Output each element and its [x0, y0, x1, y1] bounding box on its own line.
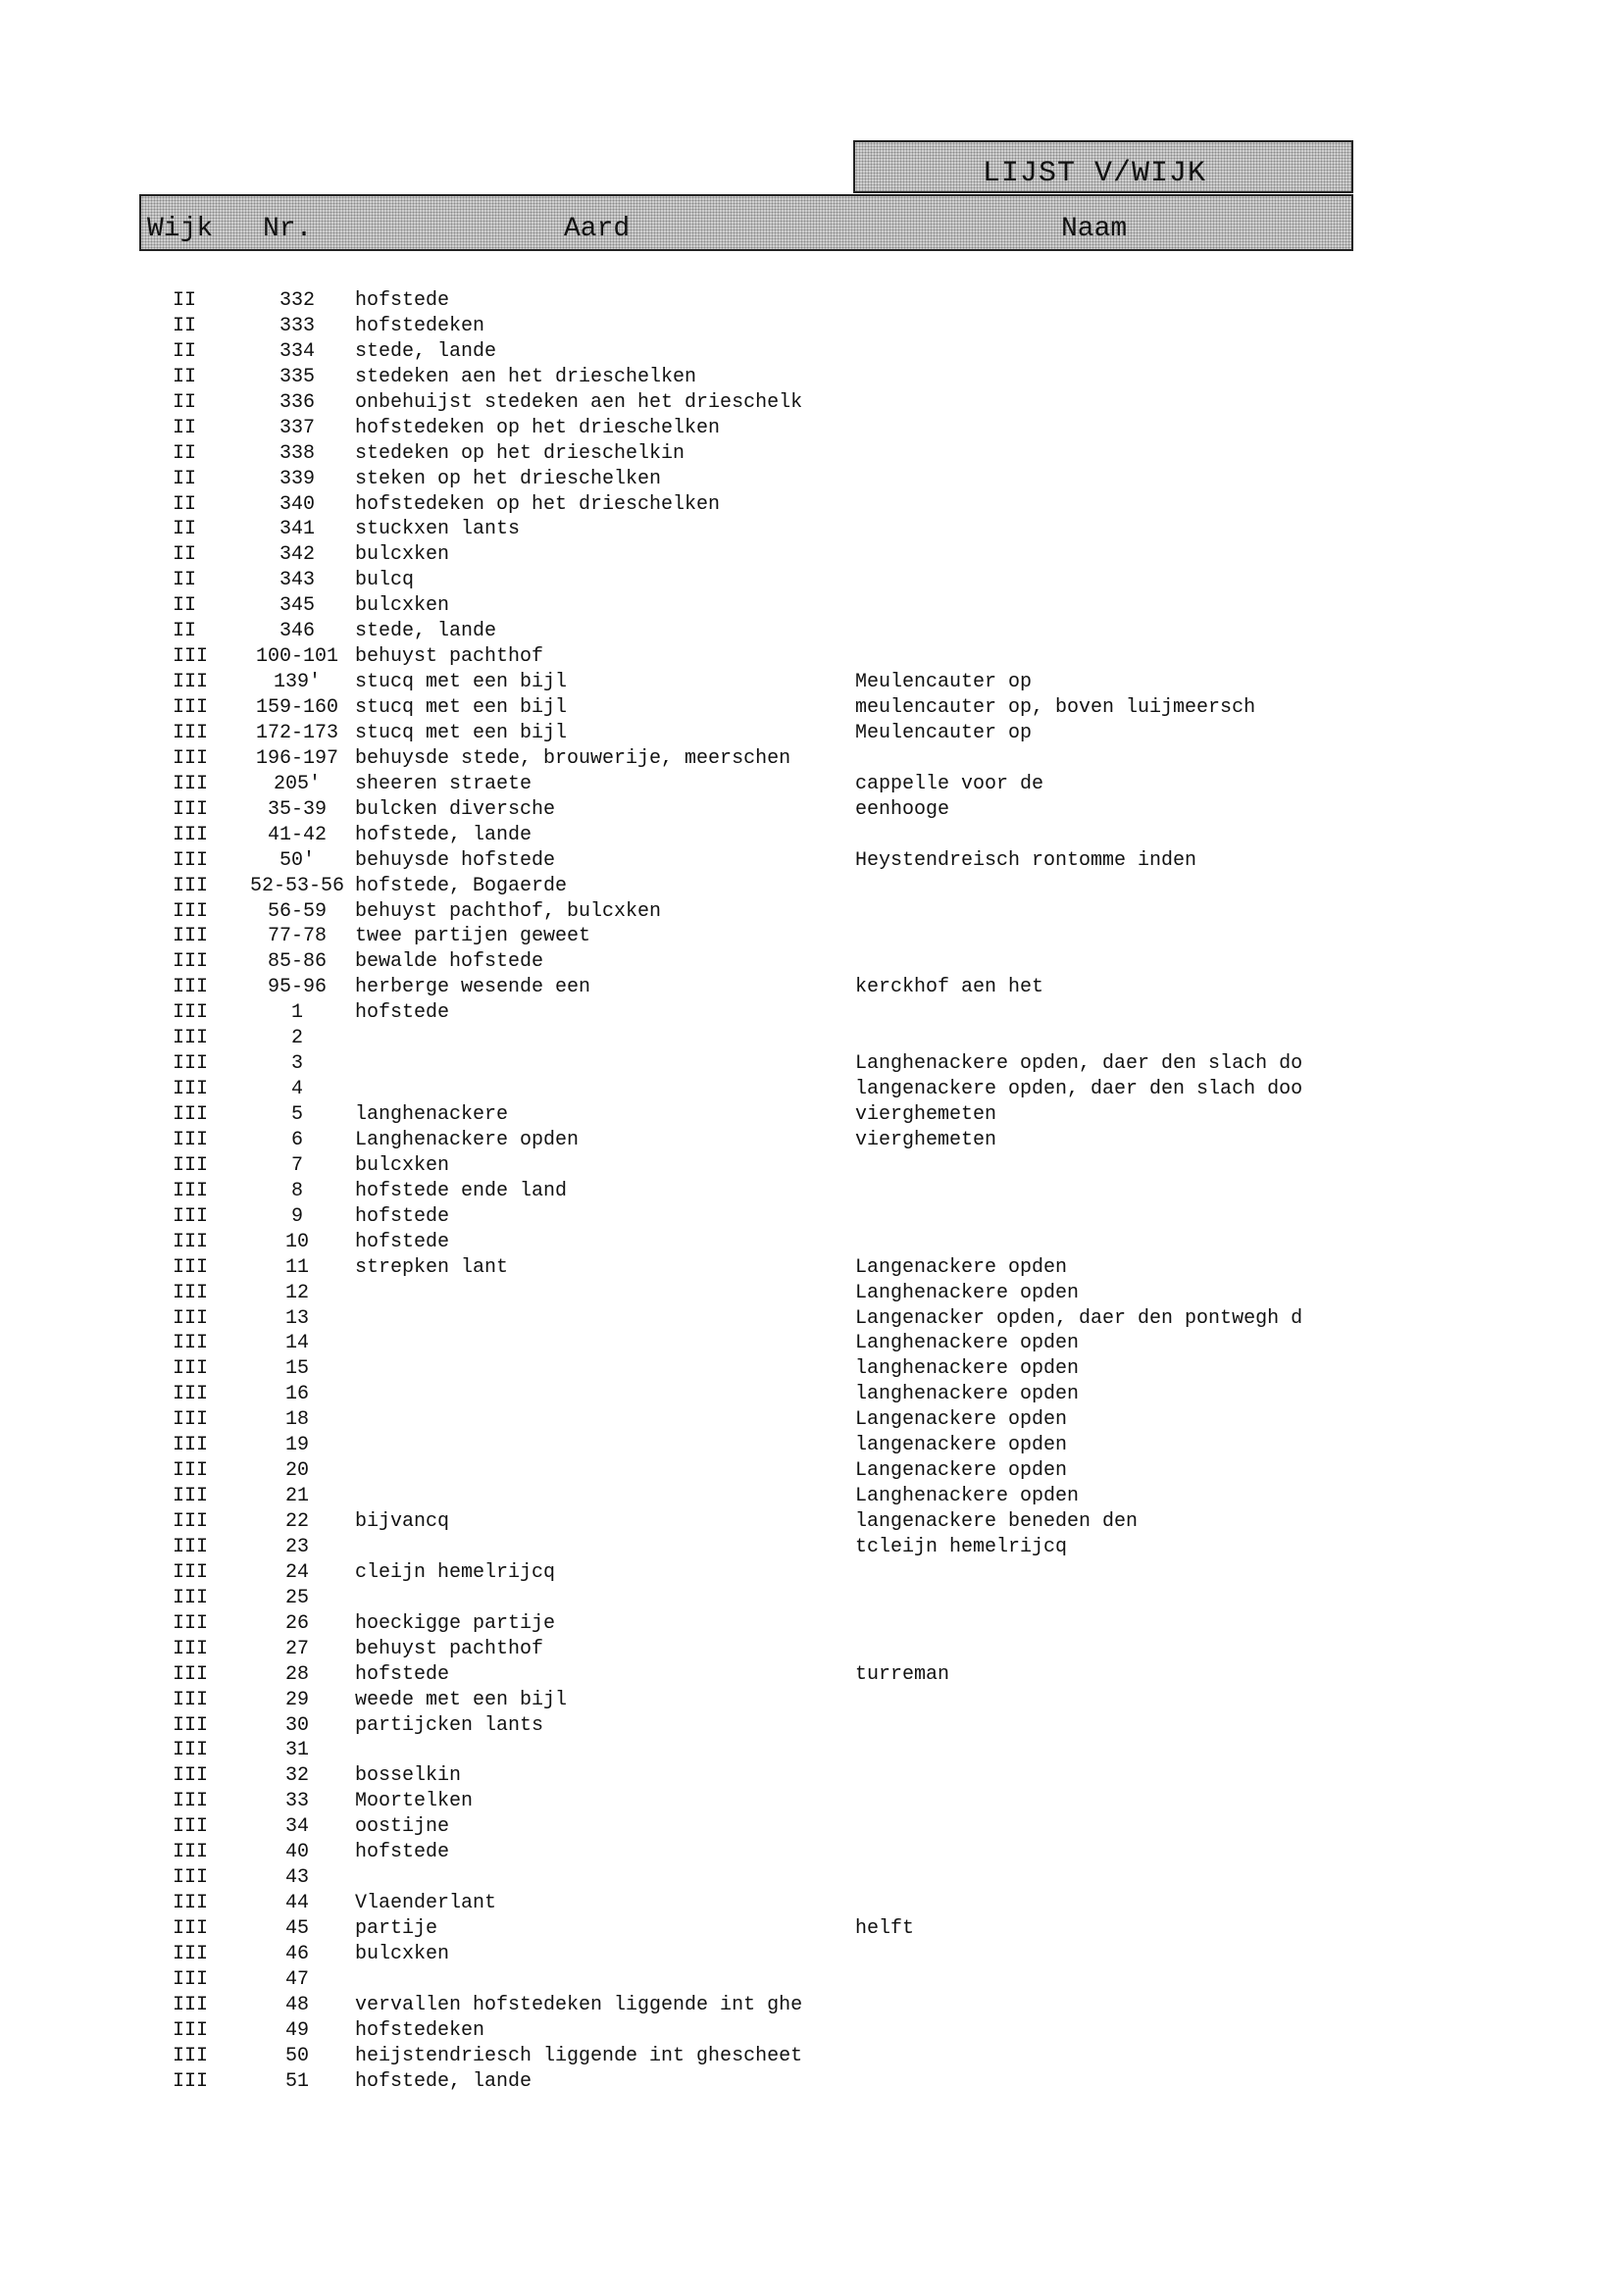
list-item	[0, 1662, 1624, 1688]
list-item	[0, 1331, 1624, 1356]
cell-nr: 7	[290, 1153, 303, 1177]
list-item	[0, 1458, 1624, 1484]
cell-aard: bulcxken	[355, 1942, 450, 1965]
cell-naam: kerckhof aen het	[855, 976, 1044, 999]
list-item	[0, 492, 1624, 518]
list-item	[0, 1000, 1624, 1026]
cell-nr: 339	[279, 467, 315, 490]
list-item	[0, 593, 1624, 619]
cell-nr: 21	[284, 1485, 309, 1508]
cell-wijk: II	[173, 543, 197, 567]
cell-naam: turreman	[855, 1662, 950, 1686]
cell-wijk: III	[173, 1993, 209, 2016]
cell-wijk: III	[173, 746, 209, 770]
list-item	[0, 1840, 1624, 1865]
cell-naam: langhenackere opden	[855, 1383, 1080, 1406]
cell-aard: hofstede, Bogaerde	[355, 874, 568, 897]
cell-aard: hofstedeken op het drieschelken	[355, 492, 721, 516]
cell-aard: langhenackere	[355, 1103, 509, 1126]
cell-nr: 333	[279, 314, 315, 337]
cell-wijk: III	[173, 1611, 209, 1635]
cell-wijk: III	[173, 899, 209, 923]
cell-naam: helft	[855, 1917, 915, 1940]
cell-wijk: III	[173, 1128, 209, 1151]
cell-aard: oostijne	[355, 1815, 450, 1839]
cell-wijk: II	[173, 339, 197, 363]
cell-nr: 4	[290, 1078, 303, 1101]
cell-nr: 14	[284, 1332, 309, 1355]
cell-nr: 35-39	[267, 797, 327, 821]
cell-nr: 1	[290, 1001, 303, 1025]
cell-aard: hofstede	[355, 1001, 450, 1025]
cell-aard: stedeken op het drieschelkin	[355, 441, 685, 465]
cell-nr: 28	[284, 1662, 309, 1686]
cell-nr: 332	[279, 289, 315, 312]
list-item	[0, 441, 1624, 467]
list-item	[0, 1586, 1624, 1611]
cell-naam: Langenackere opden	[855, 1459, 1068, 1483]
cell-wijk: III	[173, 874, 209, 897]
list-item	[0, 2069, 1624, 2095]
cell-naam: Langenackere opden	[855, 1408, 1068, 1432]
cell-wijk: III	[173, 1841, 209, 1864]
cell-nr: 27	[284, 1637, 309, 1660]
cell-nr: 26	[284, 1611, 309, 1635]
cell-aard: hofstedeken	[355, 2018, 485, 2042]
cell-wijk: II	[173, 289, 197, 312]
cell-aard: Moortelken	[355, 1790, 474, 1813]
cell-aard: stucq met een bijl	[355, 671, 568, 694]
list-item	[0, 1916, 1624, 1942]
cell-nr: 50'	[279, 848, 315, 872]
cell-nr: 18	[284, 1408, 309, 1432]
cell-nr: 9	[290, 1204, 303, 1228]
cell-wijk: III	[173, 645, 209, 669]
list-item	[0, 1942, 1624, 1967]
cell-nr: 335	[279, 365, 315, 388]
header-aard: Aard	[564, 214, 631, 244]
cell-wijk: III	[173, 1688, 209, 1711]
list-item	[0, 1535, 1624, 1560]
cell-aard: bewalde hofstede	[355, 950, 544, 974]
cell-wijk: III	[173, 1535, 209, 1558]
cell-wijk: III	[173, 1052, 209, 1076]
list-item	[0, 644, 1624, 670]
cell-nr: 19	[284, 1434, 309, 1457]
list-item	[0, 1306, 1624, 1332]
list-item	[0, 1560, 1624, 1586]
cell-wijk: III	[173, 1306, 209, 1330]
list-item	[0, 2044, 1624, 2069]
cell-nr: 15	[284, 1357, 309, 1381]
cell-wijk: II	[173, 492, 197, 516]
cell-aard: stucq met een bijl	[355, 696, 568, 719]
cell-wijk: III	[173, 1942, 209, 1965]
cell-wijk: III	[173, 1027, 209, 1050]
cell-naam: langenackere opden, daer den slach doo	[855, 1078, 1303, 1101]
cell-aard: cleijn hemelrijcq	[355, 1560, 556, 1584]
cell-nr: 45	[284, 1917, 309, 1940]
list-item	[0, 670, 1624, 695]
cell-nr: 52-53-56	[249, 874, 344, 897]
cell-aard: stede, lande	[355, 620, 497, 643]
cell-nr: 12	[284, 1281, 309, 1304]
cell-wijk: III	[173, 671, 209, 694]
cell-naam: Langenacker opden, daer den pontwegh d	[855, 1306, 1303, 1330]
list-item	[0, 390, 1624, 416]
cell-wijk: III	[173, 950, 209, 974]
cell-nr: 31	[284, 1739, 309, 1762]
cell-aard: herberge wesende een	[355, 976, 591, 999]
cell-aard: behuyst pachthof	[355, 1637, 544, 1660]
cell-nr: 11	[284, 1255, 309, 1279]
list-item	[0, 1255, 1624, 1281]
cell-naam: Meulencauter op	[855, 721, 1033, 744]
list-item	[0, 1102, 1624, 1128]
cell-wijk: III	[173, 696, 209, 719]
cell-wijk: III	[173, 1001, 209, 1025]
cell-nr: 24	[284, 1560, 309, 1584]
cell-nr: 172-173	[255, 721, 338, 744]
cell-aard: hofstede	[355, 1230, 450, 1253]
cell-aard: hofstede, lande	[355, 2069, 533, 2093]
cell-wijk: III	[173, 1078, 209, 1101]
cell-nr: 44	[284, 1892, 309, 1915]
cell-nr: 100-101	[255, 645, 338, 669]
cell-aard: hoeckigge partije	[355, 1611, 556, 1635]
cell-wijk: II	[173, 416, 197, 439]
cell-wijk: III	[173, 1332, 209, 1355]
cell-aard: bulcken diversche	[355, 797, 556, 821]
cell-wijk: III	[173, 823, 209, 846]
cell-wijk: III	[173, 1281, 209, 1304]
list-item	[0, 1814, 1624, 1840]
cell-aard: stucq met een bijl	[355, 721, 568, 744]
cell-nr: 43	[284, 1866, 309, 1890]
list-item	[0, 1077, 1624, 1102]
cell-nr: 29	[284, 1688, 309, 1711]
page-title: LIJST V/WIJK	[983, 157, 1207, 190]
cell-wijk: III	[173, 1103, 209, 1126]
cell-wijk: III	[173, 976, 209, 999]
list-item	[0, 1179, 1624, 1204]
list-item	[0, 416, 1624, 441]
cell-wijk: III	[173, 1485, 209, 1508]
list-item	[0, 1026, 1624, 1051]
list-item	[0, 899, 1624, 925]
cell-nr: 346	[279, 620, 315, 643]
cell-aard: steken op het drieschelken	[355, 467, 662, 490]
cell-nr: 338	[279, 441, 315, 465]
list-item	[0, 772, 1624, 797]
list-item	[0, 1356, 1624, 1382]
cell-naam: tcleijn hemelrijcq	[855, 1535, 1068, 1558]
cell-wijk: III	[173, 1230, 209, 1253]
cell-aard: hofstedeken	[355, 314, 485, 337]
list-item	[0, 1281, 1624, 1306]
cell-aard: strepken lant	[355, 1255, 509, 1279]
cell-nr: 85-86	[267, 950, 327, 974]
list-item	[0, 797, 1624, 823]
list-item	[0, 1128, 1624, 1153]
cell-naam: cappelle voor de	[855, 772, 1044, 795]
cell-wijk: II	[173, 365, 197, 388]
cell-aard: behuyst pachthof	[355, 645, 544, 669]
cell-nr: 13	[284, 1306, 309, 1330]
cell-nr: 341	[279, 518, 315, 541]
cell-aard: bulcxken	[355, 1153, 450, 1177]
cell-nr: 22	[284, 1510, 309, 1533]
cell-wijk: III	[173, 2044, 209, 2067]
cell-nr: 3	[290, 1052, 303, 1076]
cell-aard: behuyst pachthof, bulcxken	[355, 899, 662, 923]
cell-nr: 196-197	[255, 746, 338, 770]
cell-naam: Heystendreisch rontomme inden	[855, 848, 1197, 872]
cell-aard: heijstendriesch liggende int ghescheet	[355, 2044, 803, 2067]
cell-aard: bulcxken	[355, 543, 450, 567]
cell-nr: 334	[279, 339, 315, 363]
list-item	[0, 1433, 1624, 1458]
list-item	[0, 2018, 1624, 2044]
cell-aard: hofstede	[355, 289, 450, 312]
cell-nr: 139'	[273, 671, 321, 694]
cell-naam: vierghemeten	[855, 1128, 997, 1151]
list-item	[0, 1789, 1624, 1814]
list-item	[0, 1611, 1624, 1637]
list-item	[0, 848, 1624, 874]
cell-nr: 49	[284, 2018, 309, 2042]
cell-wijk: III	[173, 2018, 209, 2042]
list-item	[0, 1713, 1624, 1739]
cell-wijk: III	[173, 2069, 209, 2093]
cell-wijk: III	[173, 1204, 209, 1228]
cell-nr: 6	[290, 1128, 303, 1151]
cell-nr: 50	[284, 2044, 309, 2067]
cell-aard: behuysde stede, brouwerije, meerschen	[355, 746, 791, 770]
list-item	[0, 1688, 1624, 1713]
cell-aard: bulcq	[355, 569, 415, 592]
cell-nr: 46	[284, 1942, 309, 1965]
cell-nr: 34	[284, 1815, 309, 1839]
cell-aard: hofstede	[355, 1841, 450, 1864]
list-item	[0, 1763, 1624, 1789]
cell-naam: eenhooge	[855, 797, 950, 821]
list-item	[0, 823, 1624, 848]
list-item	[0, 949, 1624, 975]
cell-wijk: III	[173, 1790, 209, 1813]
cell-wijk: III	[173, 1255, 209, 1279]
cell-aard: bosselkin	[355, 1764, 462, 1788]
cell-naam: Langhenackere opden	[855, 1281, 1080, 1304]
list-item	[0, 1637, 1624, 1662]
cell-nr: 56-59	[267, 899, 327, 923]
cell-wijk: II	[173, 314, 197, 337]
cell-nr: 336	[279, 390, 315, 414]
cell-wijk: III	[173, 925, 209, 948]
cell-aard: bulcxken	[355, 594, 450, 618]
list-item	[0, 517, 1624, 542]
cell-nr: 2	[290, 1027, 303, 1050]
list-item	[0, 365, 1624, 390]
cell-nr: 340	[279, 492, 315, 516]
cell-wijk: III	[173, 1179, 209, 1202]
cell-naam: langhenackere opden	[855, 1357, 1080, 1381]
cell-wijk: III	[173, 1153, 209, 1177]
cell-wijk: III	[173, 1357, 209, 1381]
cell-nr: 95-96	[267, 976, 327, 999]
cell-wijk: III	[173, 1713, 209, 1737]
cell-wijk: III	[173, 797, 209, 821]
cell-naam: Langhenackere opden, daer den slach do	[855, 1052, 1303, 1076]
list-item	[0, 568, 1624, 593]
cell-wijk: II	[173, 390, 197, 414]
cell-wijk: III	[173, 1917, 209, 1940]
cell-nr: 77-78	[267, 925, 327, 948]
cell-aard: vervallen hofstedeken liggende int ghe	[355, 1993, 803, 2016]
list-item	[0, 746, 1624, 772]
cell-naam: vierghemeten	[855, 1103, 997, 1126]
cell-aard: Vlaenderlant	[355, 1892, 497, 1915]
cell-nr: 20	[284, 1459, 309, 1483]
list-item	[0, 924, 1624, 949]
cell-wijk: II	[173, 620, 197, 643]
cell-wijk: II	[173, 467, 197, 490]
cell-aard: onbehuijst stedeken aen het drieschelk	[355, 390, 803, 414]
cell-nr: 8	[290, 1179, 303, 1202]
cell-naam: langenackere opden	[855, 1434, 1068, 1457]
list-item	[0, 339, 1624, 365]
cell-aard: weede met een bijl	[355, 1688, 568, 1711]
list-item	[0, 1051, 1624, 1077]
cell-wijk: II	[173, 594, 197, 618]
cell-nr: 32	[284, 1764, 309, 1788]
list-item	[0, 619, 1624, 644]
list-item	[0, 1230, 1624, 1255]
list-item	[0, 1967, 1624, 1993]
cell-wijk: III	[173, 1586, 209, 1609]
cell-wijk: II	[173, 441, 197, 465]
cell-nr: 342	[279, 543, 315, 567]
record-list	[0, 288, 1624, 2095]
cell-wijk: II	[173, 518, 197, 541]
cell-nr: 345	[279, 594, 315, 618]
list-item	[0, 542, 1624, 568]
cell-nr: 33	[284, 1790, 309, 1813]
cell-wijk: III	[173, 1815, 209, 1839]
cell-nr: 48	[284, 1993, 309, 2016]
cell-wijk: III	[173, 1383, 209, 1406]
cell-nr: 23	[284, 1535, 309, 1558]
cell-aard: Langhenackere opden	[355, 1128, 580, 1151]
cell-nr: 159-160	[255, 696, 338, 719]
cell-wijk: III	[173, 1637, 209, 1660]
header-naam: Naam	[1061, 214, 1128, 244]
list-item	[0, 1891, 1624, 1916]
cell-wijk: III	[173, 721, 209, 744]
cell-naam: meulencauter op, boven luijmeersch	[855, 696, 1256, 719]
cell-aard: behuysde hofstede	[355, 848, 556, 872]
cell-nr: 16	[284, 1383, 309, 1406]
column-header-bar	[139, 194, 1353, 251]
list-item	[0, 288, 1624, 314]
cell-nr: 205'	[273, 772, 321, 795]
cell-aard: sheeren straete	[355, 772, 533, 795]
cell-wijk: III	[173, 1408, 209, 1432]
list-item	[0, 1738, 1624, 1763]
cell-nr: 5	[290, 1103, 303, 1126]
cell-aard: bijvancq	[355, 1510, 450, 1533]
cell-nr: 51	[284, 2069, 309, 2093]
list-item	[0, 975, 1624, 1000]
cell-aard: hofstede	[355, 1662, 450, 1686]
list-item	[0, 874, 1624, 899]
cell-aard: stedeken aen het drieschelken	[355, 365, 697, 388]
cell-naam: Langhenackere opden	[855, 1332, 1080, 1355]
cell-wijk: III	[173, 1739, 209, 1762]
list-item	[0, 1204, 1624, 1230]
cell-naam: Langhenackere opden	[855, 1485, 1080, 1508]
cell-aard: partijcken lants	[355, 1713, 544, 1737]
cell-aard: hofstede	[355, 1204, 450, 1228]
cell-wijk: III	[173, 1967, 209, 1991]
cell-wijk: III	[173, 1866, 209, 1890]
list-item	[0, 1484, 1624, 1509]
cell-wijk: III	[173, 848, 209, 872]
cell-wijk: III	[173, 1510, 209, 1533]
cell-wijk: III	[173, 1560, 209, 1584]
list-item	[0, 695, 1624, 721]
list-item	[0, 721, 1624, 746]
cell-wijk: III	[173, 772, 209, 795]
list-item	[0, 1865, 1624, 1891]
header-wijk: Wijk	[147, 214, 214, 244]
cell-wijk: III	[173, 1662, 209, 1686]
cell-naam: langenackere beneden den	[855, 1510, 1139, 1533]
cell-aard: twee partijen geweet	[355, 925, 591, 948]
cell-naam: Meulencauter op	[855, 671, 1033, 694]
cell-nr: 40	[284, 1841, 309, 1864]
cell-nr: 47	[284, 1967, 309, 1991]
cell-wijk: II	[173, 569, 197, 592]
list-item	[0, 467, 1624, 492]
list-item	[0, 1509, 1624, 1535]
cell-aard: hofstedeken op het drieschelken	[355, 416, 721, 439]
cell-nr: 25	[284, 1586, 309, 1609]
header-nr: Nr.	[263, 214, 313, 244]
cell-wijk: III	[173, 1892, 209, 1915]
cell-nr: 10	[284, 1230, 309, 1253]
cell-nr: 30	[284, 1713, 309, 1737]
cell-naam: Langenackere opden	[855, 1255, 1068, 1279]
cell-aard: partije	[355, 1917, 438, 1940]
list-item	[0, 1407, 1624, 1433]
cell-wijk: III	[173, 1459, 209, 1483]
cell-wijk: III	[173, 1764, 209, 1788]
cell-aard: hofstede ende land	[355, 1179, 568, 1202]
cell-aard: hofstede, lande	[355, 823, 533, 846]
list-item	[0, 314, 1624, 339]
cell-aard: stede, lande	[355, 339, 497, 363]
list-item	[0, 1382, 1624, 1407]
cell-wijk: III	[173, 1434, 209, 1457]
cell-aard: stuckxen lants	[355, 518, 521, 541]
cell-nr: 337	[279, 416, 315, 439]
cell-nr: 41-42	[267, 823, 327, 846]
list-item	[0, 1153, 1624, 1179]
list-item	[0, 1993, 1624, 2018]
cell-nr: 343	[279, 569, 315, 592]
